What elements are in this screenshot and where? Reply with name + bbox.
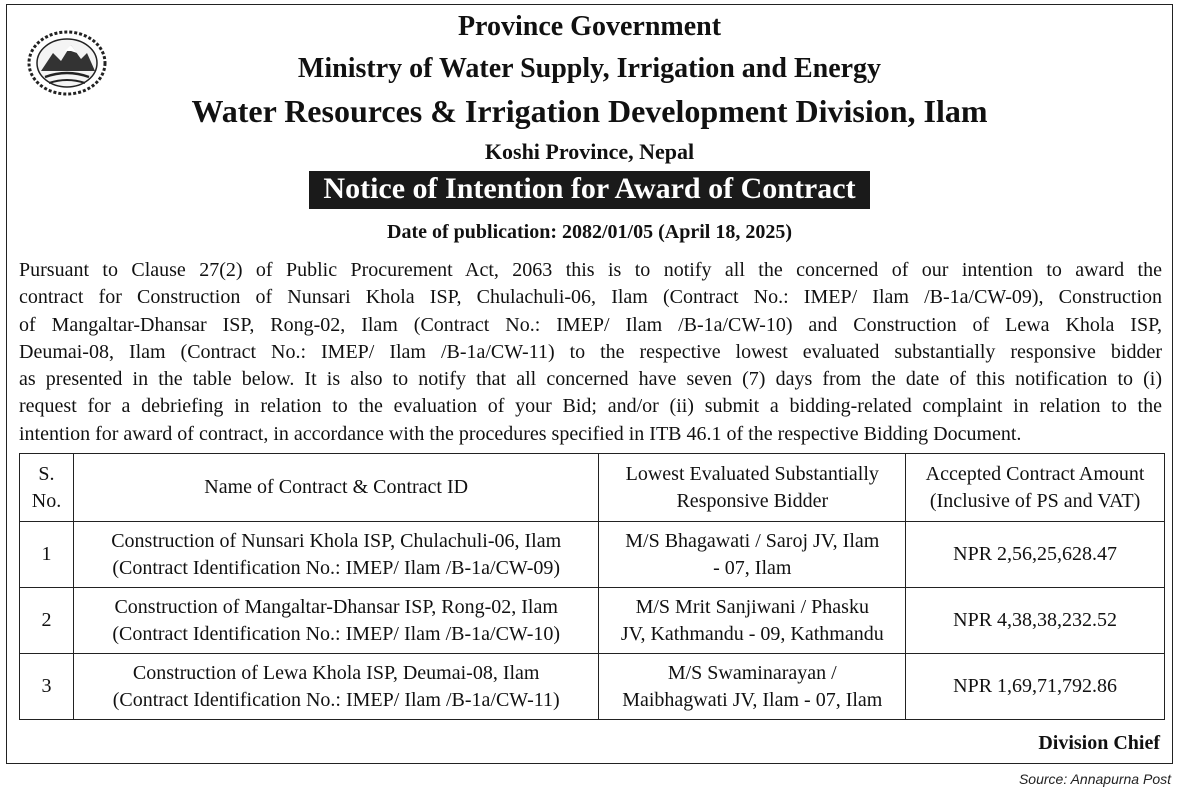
cell-sno: 2	[20, 588, 74, 654]
signature-division-chief: Division Chief	[1038, 732, 1160, 754]
body-line: Deumai-08, Ilam (Contract No.: IMEP/ Ilam /B-1a/CW-11) to the respective lowest evaluated substantially responsive bidder	[19, 340, 1162, 363]
publication-date: Date of publication: 2082/01/05 (April 18, 2025)	[387, 221, 792, 243]
body-line: Pursuant to Clause 27(2) of Public Procurement Act, 2063 this is to notify all the concerned of our intention to award the	[19, 259, 1162, 281]
table-row	[20, 588, 1165, 654]
body-line: contract for Construction of Nunsari Khola ISP, Chulachuli-06, Ilam (Contract No.: IMEP/ Ilam /B-1a/CW-09), Construction	[19, 286, 1162, 309]
header-amount: Accepted Contract Amount (Inclusive of PS and VAT)	[906, 454, 1165, 522]
cell-bidder: M/S Swaminarayan / Maibhagwati JV, Ilam - 07, Ilam	[599, 654, 906, 720]
notice-body	[19, 257, 1162, 448]
cell-contract-name: Construction of Mangaltar-Dhansar ISP, Rong-02, Ilam (Contract Identification No.: IMEP/ Ilam /B-1a/CW-10)	[73, 588, 598, 654]
cell-contract-name: Construction of Lewa Khola ISP, Deumai-08, Ilam (Contract Identification No.: IMEP/ Ilam /B-1a/CW-11)	[73, 654, 598, 720]
cell-amount: NPR 2,56,25,628.47	[906, 522, 1165, 588]
notice-frame	[6, 4, 1173, 764]
cell-bidder: M/S Bhagawati / Saroj JV, Ilam - 07, Ilam	[599, 522, 906, 588]
cell-bidder: M/S Mrit Sanjiwani / Phasku JV, Kathmandu - 09, Kathmandu	[599, 588, 906, 654]
header-sno: S. No.	[20, 454, 74, 522]
header-bidder: Lowest Evaluated Substantially Responsive Bidder	[599, 454, 906, 522]
table-row	[20, 654, 1165, 720]
source-credit: Source: Annapurna Post	[1018, 771, 1171, 787]
cell-sno: 3	[20, 654, 74, 720]
table-row	[20, 522, 1165, 588]
title-banner-wrapper	[7, 171, 1172, 209]
body-line: request for a debriefing in relation to the evaluation of your Bid; and/or (ii) submit a bidding-related complaint in relation to the	[19, 395, 1162, 418]
body-line: intention for award of contract, in accordance with the procedures specified in ITB 46.1 of the respective Bidding Document.	[19, 422, 1022, 445]
header-division: Water Resources & Irrigation Development Division, Ilam	[191, 93, 988, 129]
table-header-row	[20, 454, 1165, 522]
notice-title: Notice of Intention for Award of Contract	[309, 171, 869, 209]
header-ministry: Ministry of Water Supply, Irrigation and Energy	[297, 53, 882, 84]
header-contract-name: Name of Contract & Contract ID	[73, 454, 598, 522]
body-line: as presented in the table below. It is also to notify that all concerned have seven (7) days from the date of this notification to (i)	[19, 368, 1162, 391]
header-province-government: Province Government	[457, 11, 722, 42]
header-location: Koshi Province, Nepal	[484, 139, 695, 164]
cell-amount: NPR 4,38,38,232.52	[906, 588, 1165, 654]
cell-amount: NPR 1,69,71,792.86	[906, 654, 1165, 720]
body-line: of Mangaltar-Dhansar ISP, Rong-02, Ilam (Contract No.: IMEP/ Ilam /B-1a/CW-10) and Construction of Lewa Khola ISP,	[19, 313, 1162, 336]
cell-contract-name: Construction of Nunsari Khola ISP, Chulachuli-06, Ilam (Contract Identification No.: IMEP/ Ilam /B-1a/CW-09)	[73, 522, 598, 588]
cell-sno: 1	[20, 522, 74, 588]
award-table	[19, 453, 1165, 720]
